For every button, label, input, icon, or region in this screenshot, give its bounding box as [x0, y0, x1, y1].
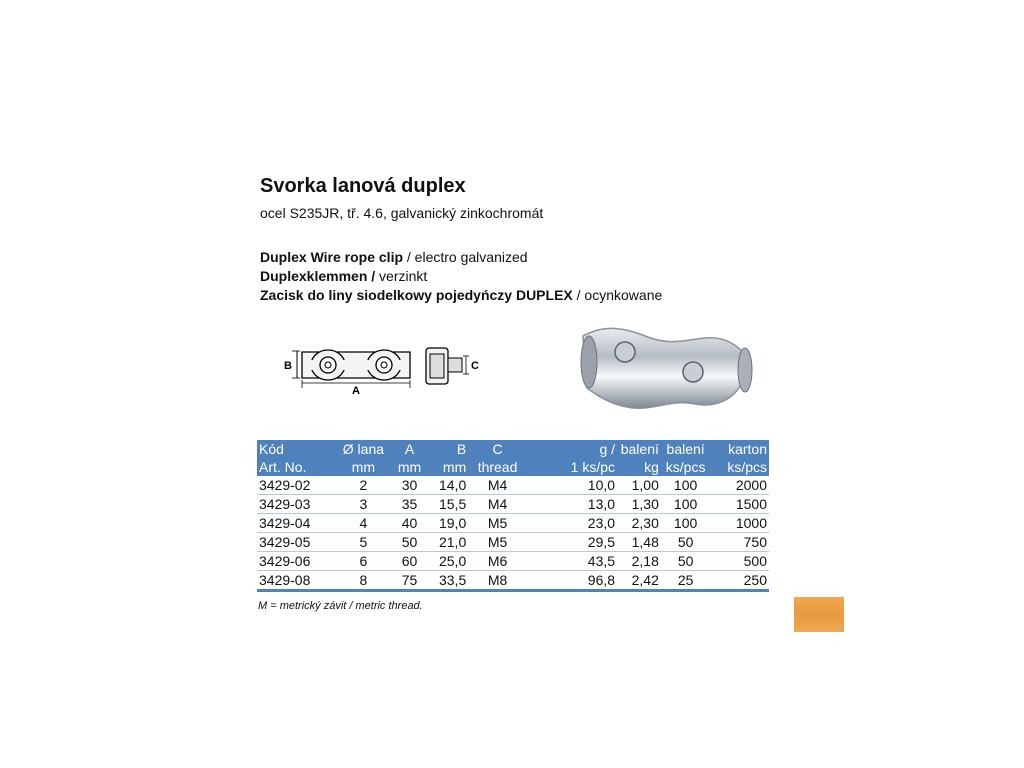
product-photo: [575, 318, 775, 418]
table-cell: M6: [468, 552, 527, 571]
table-cell: 50: [390, 533, 429, 552]
desc-rest: / ocynkowane: [572, 287, 663, 303]
table-cell: M5: [468, 514, 527, 533]
table-header-row: [257, 458, 769, 476]
table-cell: 19,0: [429, 514, 468, 533]
desc-rest: / electro galvanized: [403, 249, 528, 265]
header-cell: mm: [337, 458, 390, 476]
table-row: [257, 571, 769, 591]
table-cell: 29,5: [527, 533, 617, 552]
color-swatch: [794, 597, 844, 632]
table-cell: 1500: [710, 495, 769, 514]
table-cell: 40: [390, 514, 429, 533]
table-header-row: [257, 440, 769, 458]
header-cell: mm: [429, 458, 468, 476]
table-cell: 2000: [710, 476, 769, 495]
table-cell: 8: [337, 571, 390, 591]
table-cell: 33,5: [429, 571, 468, 591]
table-cell: 2: [337, 476, 390, 495]
header-cell: mm: [390, 458, 429, 476]
label-a: A: [352, 385, 360, 396]
table-cell: 3429-08: [257, 571, 337, 591]
product-subtitle: ocel S235JR, tř. 4.6, galvanický zinkochromát: [260, 205, 544, 221]
desc-line-de: [260, 268, 427, 284]
footnote: M = metrický závit / metric thread.: [258, 600, 423, 612]
table-cell: 3429-02: [257, 476, 337, 495]
desc-line-pl: [260, 287, 662, 303]
table-cell: 21,0: [429, 533, 468, 552]
header-cell: 1 ks/pc: [527, 458, 617, 476]
table-cell: 3429-06: [257, 552, 337, 571]
header-cell: B: [429, 440, 468, 458]
table-cell: 500: [710, 552, 769, 571]
header-cell: balení: [661, 440, 710, 458]
header-cell: Art. No.: [257, 458, 337, 476]
table-cell: 250: [710, 571, 769, 591]
header-cell: Kód: [257, 440, 337, 458]
table-cell: 14,0: [429, 476, 468, 495]
table-cell: 3429-05: [257, 533, 337, 552]
table-cell: 96,8: [527, 571, 617, 591]
table-cell: 10,0: [527, 476, 617, 495]
table-cell: 50: [661, 533, 710, 552]
desc-bold: Duplex Wire rope clip: [260, 249, 404, 265]
table-cell: M5: [468, 533, 527, 552]
table-cell: 3: [337, 495, 390, 514]
header-cell: kg: [617, 458, 661, 476]
table-cell: 100: [661, 514, 710, 533]
table-cell: 6: [337, 552, 390, 571]
table-cell: 13,0: [527, 495, 617, 514]
label-b: B: [284, 360, 292, 372]
table-cell: 3429-04: [257, 514, 337, 533]
table-cell: 25,0: [429, 552, 468, 571]
desc-bold: Duplexklemmen /: [260, 268, 376, 284]
table-cell: 1000: [710, 514, 769, 533]
table-cell: 1,48: [617, 533, 661, 552]
table-cell: 25: [661, 571, 710, 591]
header-cell: A: [390, 440, 429, 458]
table-cell: 5: [337, 533, 390, 552]
table-cell: 15,5: [429, 495, 468, 514]
header-cell: C: [468, 440, 527, 458]
table-cell: 1,00: [617, 476, 661, 495]
table-cell: 50: [661, 552, 710, 571]
product-title: Svorka lanová duplex: [260, 175, 466, 197]
table-cell: 100: [661, 476, 710, 495]
header-cell: balení: [617, 440, 661, 458]
desc-bold: Zacisk do liny siodelkowy pojedyńczy DUPLEX: [260, 287, 573, 303]
table-cell: 60: [390, 552, 429, 571]
table-row: [257, 495, 769, 514]
table-cell: 3429-03: [257, 495, 337, 514]
header-cell: ks/pcs: [661, 458, 710, 476]
table-cell: 4: [337, 514, 390, 533]
table-cell: 2,42: [617, 571, 661, 591]
table-cell: 1,30: [617, 495, 661, 514]
table-cell: M4: [468, 476, 527, 495]
specs-table: [257, 440, 769, 592]
label-c: C: [471, 360, 479, 372]
table-cell: 2,30: [617, 514, 661, 533]
table-cell: 35: [390, 495, 429, 514]
table-cell: 750: [710, 533, 769, 552]
table-cell: 23,0: [527, 514, 617, 533]
desc-line-en: [260, 249, 528, 265]
header-cell: thread: [468, 458, 527, 476]
table-cell: 30: [390, 476, 429, 495]
table-row: [257, 533, 769, 552]
table-cell: M4: [468, 495, 527, 514]
header-cell: g /: [527, 440, 617, 458]
header-cell: karton: [710, 440, 769, 458]
table-cell: 100: [661, 495, 710, 514]
technical-drawing: [280, 336, 490, 396]
table-row: [257, 514, 769, 533]
table-cell: 75: [390, 571, 429, 591]
table-row: [257, 476, 769, 495]
table-cell: 43,5: [527, 552, 617, 571]
desc-rest: verzinkt: [375, 268, 428, 284]
header-cell: ks/pcs: [710, 458, 769, 476]
table-cell: M8: [468, 571, 527, 591]
table-cell: 2,18: [617, 552, 661, 571]
header-cell: Ø lana: [337, 440, 390, 458]
table-row: [257, 552, 769, 571]
